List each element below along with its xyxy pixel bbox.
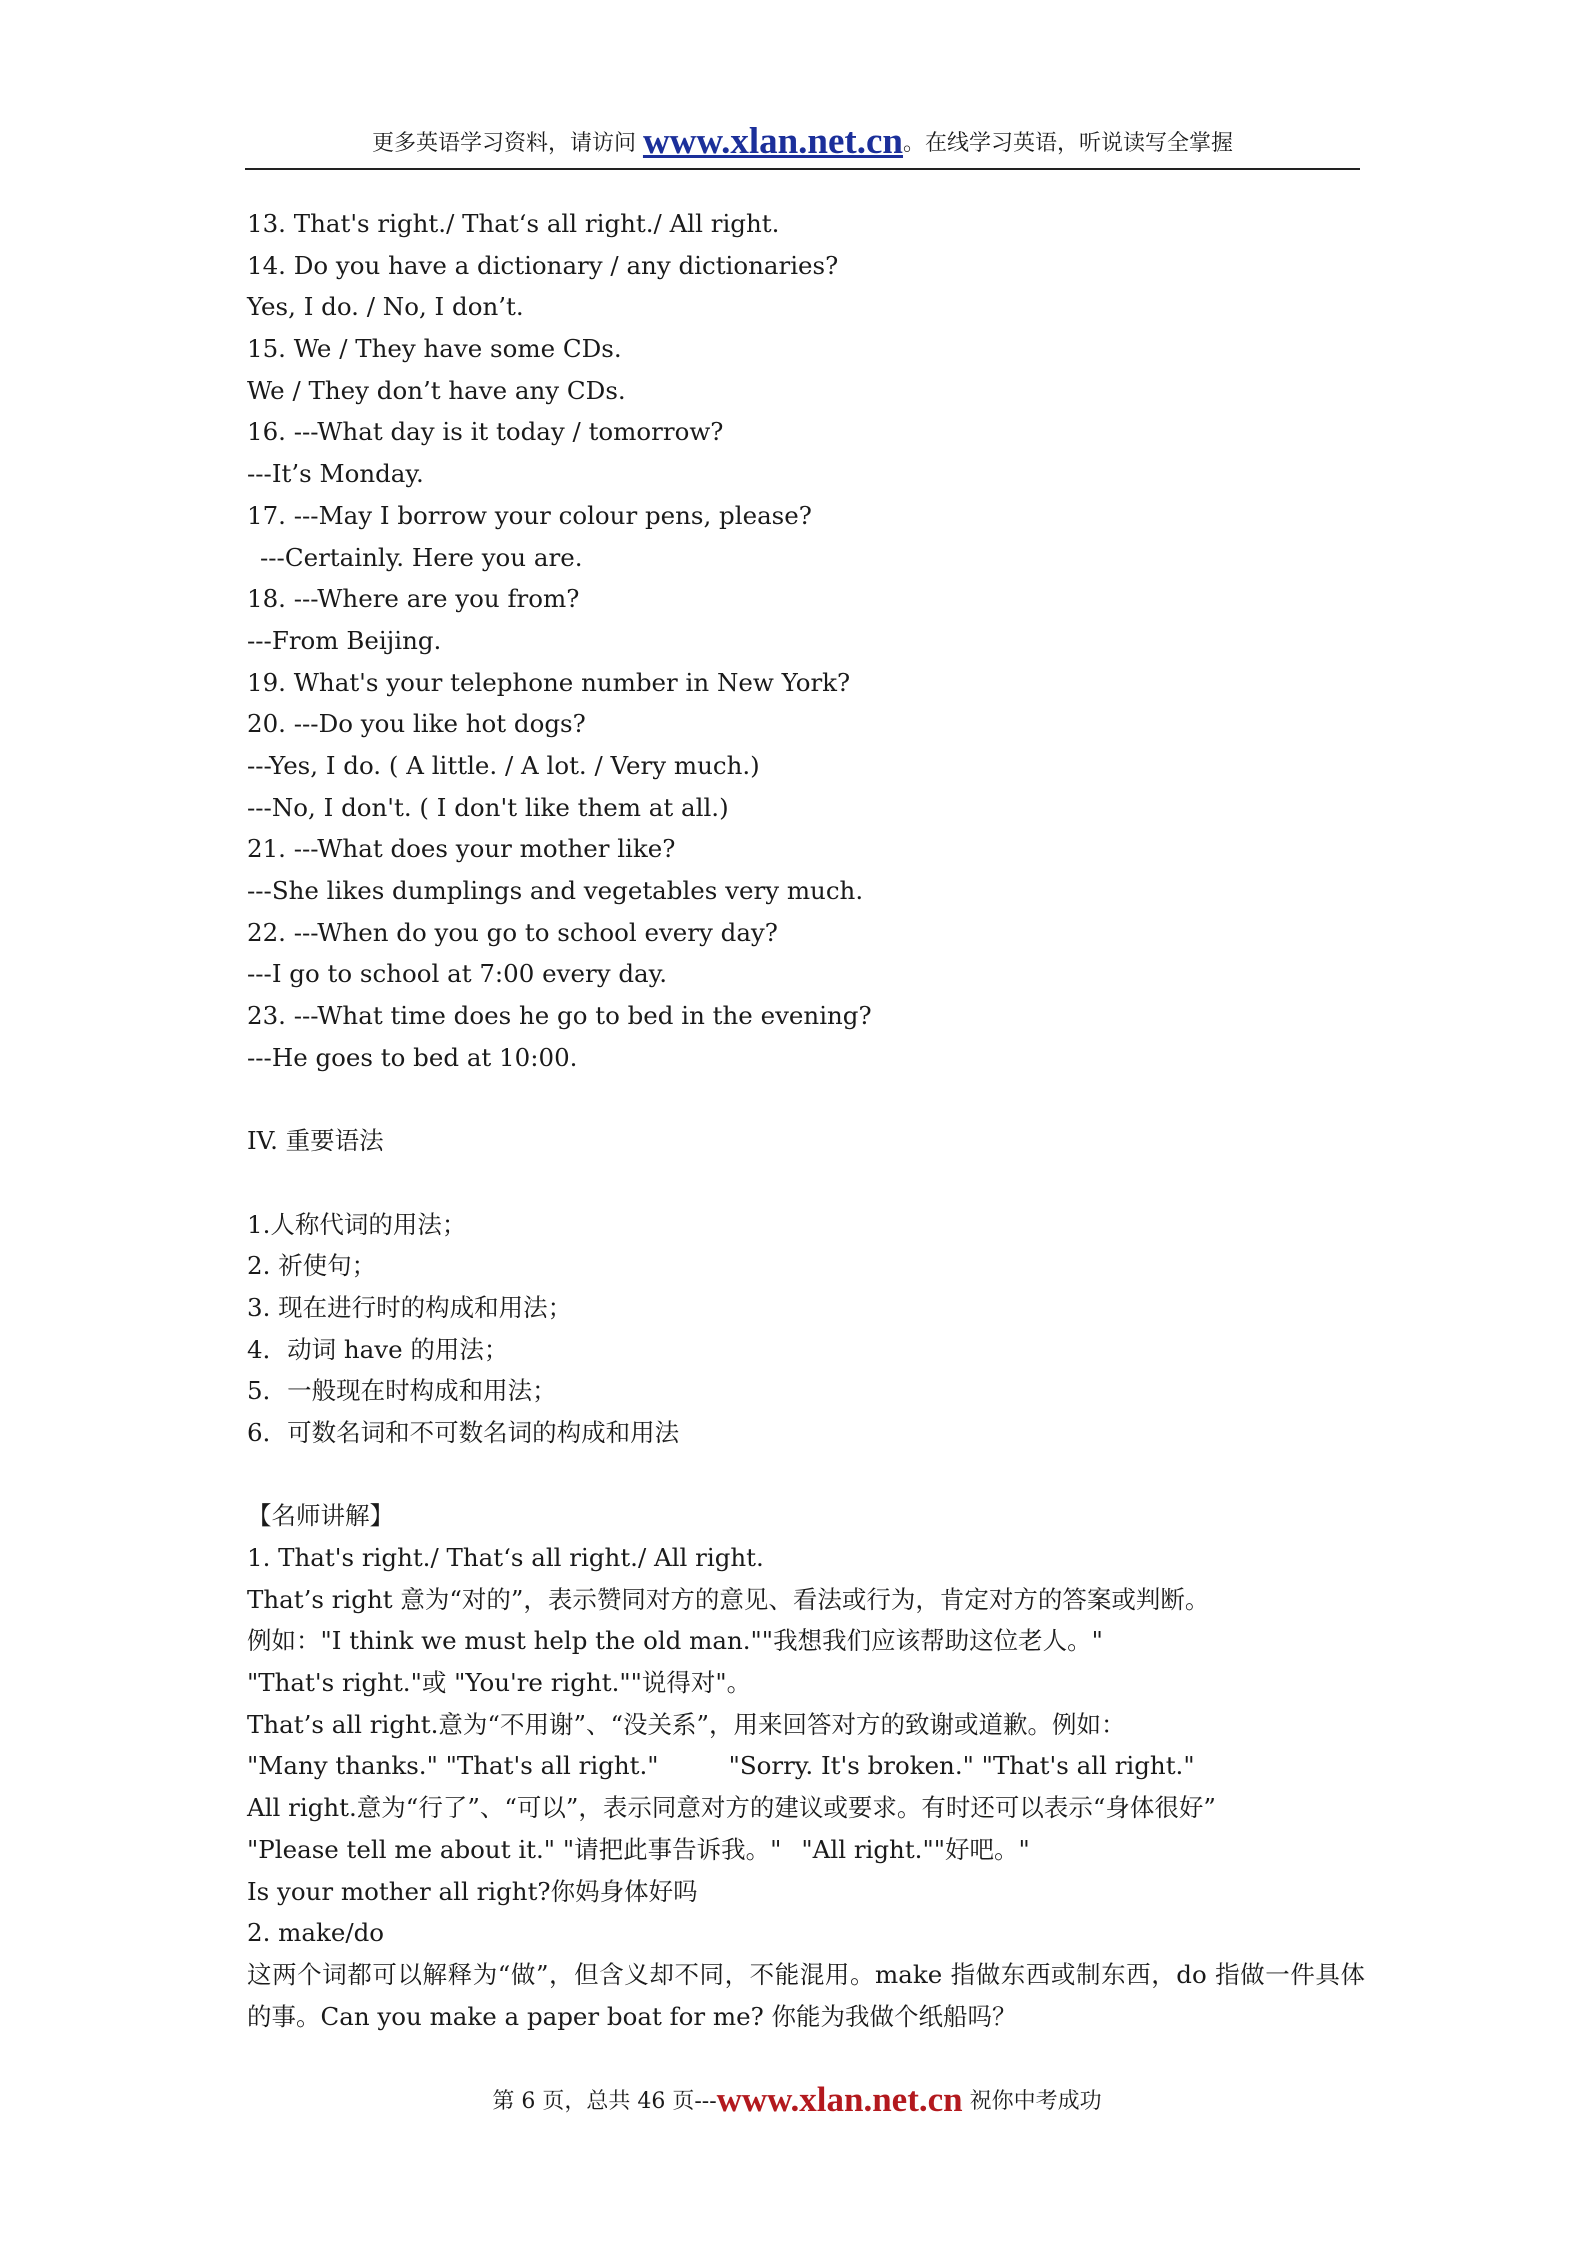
lecture-item-1-text-3: All right.意为“行了”、“可以”，表示同意对方的建议或要求。有时还可以表示“身体很好” bbox=[247, 1793, 1216, 1823]
header-site-link[interactable]: www.xlan.net.cn bbox=[642, 121, 904, 162]
grammar-item: 3. 现在进行时的构成和用法； bbox=[247, 1292, 573, 1322]
grammar-item: 2. 祈使句； bbox=[247, 1251, 377, 1281]
page-header bbox=[245, 118, 1360, 170]
lecture-item-1-example-2: "That's right."或 "You're right.""说得对"。 bbox=[247, 1668, 752, 1698]
spacer bbox=[247, 1454, 1365, 1496]
header-suffix: 。在线学习英语，听说读写全掌握 bbox=[903, 131, 1234, 156]
sentence-14: 14. Do you have a dictionary / any dictionaries? bbox=[247, 250, 839, 280]
header-prefix: 更多英语学习资料，请访问 bbox=[371, 131, 643, 156]
lecture-heading: 【名师讲解】 bbox=[247, 1501, 394, 1531]
sentence-18: 18. ---Where are you from? bbox=[247, 584, 580, 614]
sentence-20-answer-no: ---No, I don't. ( I don't like them at all.) bbox=[247, 792, 729, 822]
spacer bbox=[247, 1162, 1365, 1204]
lecture-item-2-text: 这两个词都可以解释为“做”，但含义却不同，不能混用。make 指做东西或制东西，do 指做一件具体的事。Can you make a paper boat for me? 你能为我做个纸船吗？ bbox=[247, 1959, 1365, 2031]
sentence-16: 16. ---What day is it today / tomorrow? bbox=[247, 417, 724, 447]
lecture-item-1-example-3 bbox=[247, 1745, 1365, 1787]
sentence-20: 20. ---Do you like hot dogs? bbox=[247, 709, 586, 739]
sentence-22-answer: ---I go to school at 7:00 every day. bbox=[247, 959, 667, 989]
example-tell-me: "Please tell me about it." "请把此事告诉我。" bbox=[247, 1834, 782, 1864]
grammar-item: 4．动词 have 的用法； bbox=[247, 1334, 509, 1364]
grammar-item: 5．一般现在时构成和用法； bbox=[247, 1376, 557, 1406]
sentence-16-answer: ---It’s Monday. bbox=[247, 459, 424, 489]
sentence-17-answer: ---Certainly. Here you are. bbox=[260, 542, 583, 572]
footer-page-count: 第 6 页，总共 46 页--- bbox=[492, 2089, 717, 2114]
grammar-item: 6．可数名词和不可数名词的构成和用法 bbox=[247, 1417, 680, 1447]
grammar-item: 1.人称代词的用法； bbox=[247, 1209, 467, 1239]
grammar-heading: IV. 重要语法 bbox=[247, 1126, 384, 1156]
lecture-item-1-text: That’s right 意为“对的”，表示赞同对方的意见、看法或行为，肯定对方的答案或判断。 bbox=[247, 1584, 1210, 1614]
footer-slogan: 祝你中考成功 bbox=[962, 2089, 1102, 2114]
sentence-21-answer: ---She likes dumplings and vegetables very much. bbox=[247, 876, 864, 905]
lecture-item-1-example-5: Is your mother all right?你妈身体好吗 bbox=[247, 1876, 698, 1906]
sentence-15: 15. We / They have some CDs. bbox=[247, 334, 622, 364]
page-content bbox=[247, 203, 1365, 2037]
spacer bbox=[247, 1078, 1365, 1120]
sentence-15-negative: We / They don’t have any CDs. bbox=[247, 375, 626, 405]
lecture-item-1-example: 例如："I think we must help the old man.""我想我们应该帮助这位老人。" bbox=[247, 1626, 1103, 1656]
sentence-23-answer: ---He goes to bed at 10:00. bbox=[247, 1042, 578, 1072]
lecture-item-2-title: 2. make/do bbox=[247, 1918, 385, 1948]
sentence-22: 22. ---When do you go to school every day? bbox=[247, 917, 778, 947]
lecture-item-1-text-2: That’s all right.意为“不用谢”、“没关系”，用来回答对方的致谢或道歉。例如： bbox=[247, 1709, 1126, 1739]
sentence-14-answer: Yes, I do. / No, I don’t. bbox=[247, 292, 524, 322]
sentence-19: 19. What's your telephone number in New York? bbox=[247, 667, 851, 697]
page-footer bbox=[0, 2080, 1594, 2120]
example-sorry: "Sorry. It's broken." "That's all right." bbox=[728, 1751, 1195, 1781]
sentence-21: 21. ---What does your mother like? bbox=[247, 834, 676, 864]
sentence-17: 17. ---May I borrow your colour pens, please? bbox=[247, 500, 812, 530]
example-all-right: "All right.""好吧。" bbox=[801, 1834, 1030, 1864]
sentence-13: 13. That's right./ That‘s all right./ All right. bbox=[247, 209, 780, 238]
lecture-item-1-title: 1. That's right./ That‘s all right./ All right. bbox=[247, 1543, 764, 1572]
sentence-20-answer-yes: ---Yes, I do. ( A little. / A lot. / Very much.) bbox=[247, 750, 760, 780]
lecture-item-1-example-4 bbox=[247, 1829, 1365, 1871]
sentence-23: 23. ---What time does he go to bed in the evening? bbox=[247, 1001, 872, 1031]
sentence-18-answer: ---From Beijing. bbox=[247, 625, 442, 655]
example-thanks: "Many thanks." "That's all right." bbox=[247, 1751, 659, 1781]
footer-site-link[interactable]: www.xlan.net.cn bbox=[716, 2080, 963, 2119]
